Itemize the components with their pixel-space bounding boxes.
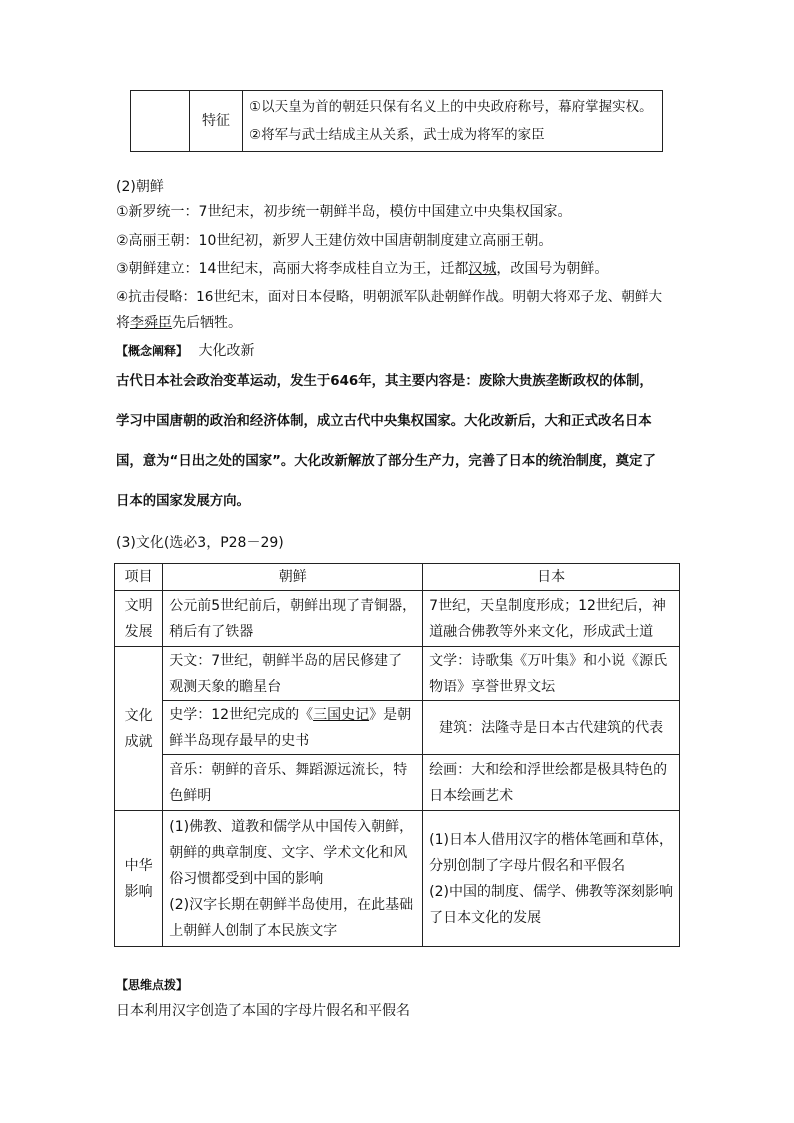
culture-heading: (3)文化(选必3，P28－29) <box>116 535 284 551</box>
korea-item-3-part-b: ，改国号为朝鲜。 <box>496 261 609 277</box>
culture-table <box>114 563 680 947</box>
thinking-tag: 【思维点拨】 <box>116 978 189 992</box>
achieve-korea-music <box>163 755 423 811</box>
achieve-japan-painting <box>423 755 680 811</box>
achieve-label-line-1: 文化 <box>124 707 153 724</box>
header-item: 项目 <box>115 564 163 591</box>
history-part-a: 史学：12世纪完成的《 <box>169 706 314 723</box>
concept-line-1: 古代日本社会政治变革运动，发生于646年，其主要内容是：废除大贵族垄断政权的体制， <box>116 374 653 389</box>
concept-line-3: 国，意为“日出之处的国家”。大化改新解放了部分生产力，完善了日本的统治制度，奠定了 <box>116 454 656 469</box>
history-book-title: 三国史记 <box>313 706 370 723</box>
influence-korea-line-1: (1)佛教、道教和儒学从中国传入朝鲜， <box>169 818 414 835</box>
achieve-korea-history <box>163 701 423 755</box>
painting-line-2: 日本绘画艺术 <box>429 787 514 804</box>
music-line-1: 音乐：朝鲜的音乐、舞蹈源远流长，特 <box>169 761 408 778</box>
header-japan: 日本 <box>423 564 680 591</box>
civ-japan-line-2: 道融合佛教等外来文化，形成武士道 <box>429 623 654 640</box>
feature-line-1: ①以天皇为首的朝廷只保有名义上的中央政府称号，幕府掌握实权。 <box>249 99 653 115</box>
influence-japan-line-2: 分别创制了字母片假名和平假名 <box>429 857 626 874</box>
civ-korea-line-1: 公元前5世纪前后，朝鲜出现了青铜器， <box>169 597 417 614</box>
korea-item-3-part-a: ③朝鲜建立：14世纪末，高丽大将李成桂自立为王，迁都 <box>116 261 469 277</box>
history-part-b: 》是朝 <box>369 706 412 723</box>
influence-japan <box>423 811 680 947</box>
concept-body <box>116 371 691 531</box>
concept-tag: 【概念阐释】 <box>116 344 189 358</box>
civ-japan-line-1: 7世纪，天皇制度形成；12世纪后，神 <box>429 597 666 614</box>
influence-japan-line-4: 了日本文化的发展 <box>429 909 542 926</box>
korea-item-1: ①新罗统一：7世纪末，初步统一朝鲜半岛，模仿中国建立中央集权国家。 <box>116 204 572 220</box>
feature-table <box>130 90 663 152</box>
korea-item-4-part-a: 将 <box>116 315 130 331</box>
achieve-label-line-2: 成就 <box>124 733 153 750</box>
influence-label <box>115 811 163 947</box>
achieve-row-2 <box>115 701 680 755</box>
astronomy-line-2: 观测天象的瞻星台 <box>169 678 282 695</box>
civ-row <box>115 591 680 647</box>
influence-korea-line-4: (2)汉字长期在朝鲜半岛使用，在此基础 <box>169 896 414 913</box>
korea-item-3 <box>116 258 608 280</box>
achieve-row-3 <box>115 755 680 811</box>
astronomy-line-1: 天文：7世纪，朝鲜半岛的居民修建了 <box>169 652 403 669</box>
literature-line-2: 物语》享誉世界文坛 <box>429 678 556 695</box>
korea-item-4-line-2 <box>116 312 242 334</box>
influence-korea-line-5: 上朝鲜人创制了本民族文字 <box>169 922 338 939</box>
civ-korea <box>163 591 423 647</box>
history-line-1 <box>169 702 416 728</box>
korea-item-4-general: 李舜臣 <box>130 315 172 331</box>
korea-heading: (2)朝鲜 <box>116 179 164 195</box>
achieve-japan-literature <box>423 647 680 701</box>
influence-korea-line-3: 俗习惯都受到中国的影响 <box>169 870 324 887</box>
feature-empty-cell <box>131 91 190 152</box>
civ-label-line-1: 文明 <box>124 597 153 614</box>
concept-header <box>116 340 254 362</box>
influence-korea <box>163 811 423 947</box>
culture-header-row <box>115 564 680 591</box>
feature-content-cell <box>243 91 663 152</box>
influence-label-line-1: 中华 <box>124 857 153 874</box>
achieve-label <box>115 647 163 811</box>
concept-line-2: 学习中国唐朝的政治和经济体制，成立古代中央集权国家。大化改新后，大和正式改名日本 <box>116 414 652 429</box>
feature-line-2: ②将军与武士结成主从关系，武士成为将军的家臣 <box>249 127 545 143</box>
achieve-row-1 <box>115 647 680 701</box>
influence-japan-line-1: (1)日本人借用汉字的楷体笔画和草体， <box>429 831 673 848</box>
influence-japan-line-3: (2)中国的制度、儒学、佛教等深刻影响 <box>429 883 673 900</box>
civ-japan <box>423 591 680 647</box>
concept-title: 大化改新 <box>198 343 255 359</box>
korea-item-4-line-1: ④抗击侵略：16世纪末，面对日本侵略，明朝派军队赴朝鲜作战。明朝大将邓子龙、朝鲜大 <box>116 289 663 305</box>
influence-row <box>115 811 680 947</box>
feature-label: 特征 <box>202 113 230 129</box>
civ-label <box>115 591 163 647</box>
civ-label-line-2: 发展 <box>124 623 153 640</box>
influence-label-line-2: 影响 <box>124 883 153 900</box>
history-line-2: 鲜半岛现存最早的史书 <box>169 732 310 749</box>
achieve-korea-astronomy <box>163 647 423 701</box>
korea-item-4-part-b: 先后牺牲。 <box>172 315 242 331</box>
music-line-2: 色鲜明 <box>169 787 212 804</box>
korea-item-3-capital: 汉城 <box>468 261 497 277</box>
painting-line-1: 绘画：大和绘和浮世绘都是极具特色的 <box>429 761 668 778</box>
feature-label-cell <box>190 91 243 152</box>
thinking-text: 日本利用汉字创造了本国的字母片假名和平假名 <box>116 1003 410 1019</box>
influence-korea-line-2: 朝鲜的典章制度、文字、学术文化和风 <box>169 844 408 861</box>
literature-line-1: 文学：诗歌集《万叶集》和小说《源氏 <box>429 652 668 669</box>
header-korea: 朝鲜 <box>163 564 423 591</box>
korea-item-2: ②高丽王朝：10世纪初，新罗人王建仿效中国唐朝制度建立高丽王朝。 <box>116 233 553 249</box>
concept-line-4: 日本的国家发展方向。 <box>116 494 250 509</box>
civ-korea-line-2: 稍后有了铁器 <box>169 623 254 640</box>
achieve-japan-architecture: 建筑：法隆寺是日本古代建筑的代表 <box>423 701 680 755</box>
